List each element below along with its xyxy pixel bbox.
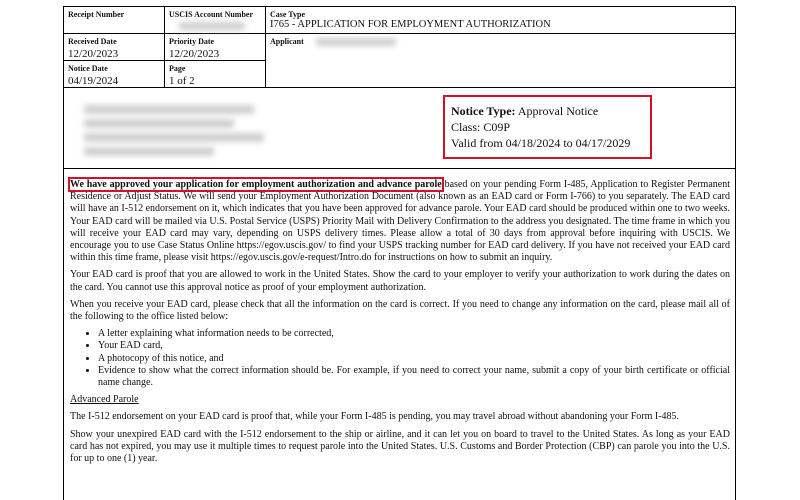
case-type-label: Case Type bbox=[270, 10, 306, 19]
page-value: 1 of 2 bbox=[169, 75, 195, 87]
paragraph-i512: The I-512 endorsement on your EAD card is proof that, while your Form I-485 is pending, you may travel abroad without abandoning your Form I-485. bbox=[70, 411, 680, 423]
notice-date-cell bbox=[64, 61, 165, 88]
redacted-address-line-4 bbox=[84, 147, 214, 156]
approval-paragraph-rest: based on your pending Form I-485, Application to Register Permanent Residence or Adjust Status. We will send your Employment Authorization Document (also known as an EAD card or Form I-766) to you separately. The EAD card will have an I-512 endorsement on it, which indicates that you have been approved for advance parole. Your EAD card should be produced within one to two weeks. Your EAD card will be mailed via U.S. Postal Service (USPS) Priority Mail with Delivery Confirmation to the address you designated. The time frame in which you will receive your EAD card may vary, depending on USPS delivery times. Please allow a total of 30 days from approval before inquiring with USCIS. We encourage you to use Case Status Online https://egov.uscis.gov/ to find your USPS tracking number for EAD card delivery. If you have not received your EAD card within this time frame, please visit https://egov.uscis.gov/e-request/Intro.do for instructions on how to submit an inquiry. bbox=[70, 179, 730, 264]
approval-notice-page bbox=[63, 6, 736, 500]
list-item: • Your EAD card, bbox=[98, 340, 730, 352]
list-item: • A letter explaining what information needs to be corrected, bbox=[98, 328, 730, 340]
notice-date-value: 04/19/2024 bbox=[68, 75, 119, 87]
notice-type-label: Notice Type: bbox=[451, 104, 516, 118]
notice-valid-line: Valid from 04/18/2024 to 04/17/2029 bbox=[451, 136, 631, 150]
case-type-value: I765 - APPLICATION FOR EMPLOYMENT AUTHORIZATION bbox=[270, 19, 551, 30]
receipt-number-cell bbox=[64, 7, 165, 34]
redacted-address-line-1 bbox=[84, 105, 254, 114]
paragraph-travel: Show your unexpired EAD card with the I-512 endorsement to the ship or airline, and it can let you on board to travel to the United States. As long as your EAD card has not expired, you may use it multiple times to request parole into the United States. U.S. Customs and Border Protection (CBP) can parole you into the U.S. for up to one (1) year. bbox=[70, 428, 730, 465]
list-item: • A photocopy of this notice, and bbox=[98, 353, 730, 365]
redacted-address-line-2 bbox=[84, 119, 234, 128]
receipt-number-label: Receipt Number bbox=[68, 10, 125, 19]
notice-type-value: Approval Notice bbox=[517, 104, 599, 118]
redacted-account-number bbox=[179, 22, 245, 30]
received-date-value: 12/20/2023 bbox=[68, 48, 119, 60]
uscis-account-cell bbox=[165, 7, 266, 34]
notice-class-line: Class: C09P bbox=[451, 120, 511, 134]
priority-date-label: Priority Date bbox=[169, 37, 215, 46]
case-type-cell bbox=[266, 7, 736, 34]
received-date-label: Received Date bbox=[68, 37, 117, 46]
redacted-address-line-3 bbox=[84, 133, 264, 142]
notice-type-box bbox=[443, 95, 652, 159]
uscis-account-label: USCIS Account Number bbox=[169, 10, 254, 19]
priority-date-value: 12/20/2023 bbox=[169, 48, 220, 60]
paragraph-check-card: When you receive your EAD card, please check that all the information on the card is correct. If you need to change any information on the card, please mail all of the following to the office listed below: bbox=[70, 298, 730, 323]
advanced-parole-heading: Advanced Parole bbox=[70, 394, 139, 406]
page-label: Page bbox=[169, 64, 186, 73]
notice-date-label: Notice Date bbox=[68, 64, 108, 73]
page-cell bbox=[165, 61, 266, 88]
correction-list bbox=[70, 328, 730, 389]
applicant-label: Applicant bbox=[270, 37, 304, 46]
approval-highlight: We have approved your application for employment authorization and advance parole bbox=[70, 179, 442, 190]
section-divider bbox=[64, 168, 735, 169]
notice-body bbox=[70, 179, 730, 470]
redacted-applicant-name bbox=[316, 38, 396, 46]
received-date-cell bbox=[64, 34, 165, 61]
paragraph-approval bbox=[70, 179, 730, 264]
applicant-cell bbox=[266, 34, 736, 88]
paragraph-ead-proof: Your EAD card is proof that you are allowed to work in the United States. Show the card to your employer to verify your authorization to work during the dates on the card. You cannot use this approval notice as proof of your employment authorization. bbox=[70, 269, 730, 293]
list-item: • Evidence to show what the correct information should be. For example, if you need to correct your name, submit a copy of your birth certificate or official name change. bbox=[98, 365, 730, 389]
priority-date-cell bbox=[165, 34, 266, 61]
notice-type-line bbox=[451, 103, 644, 119]
